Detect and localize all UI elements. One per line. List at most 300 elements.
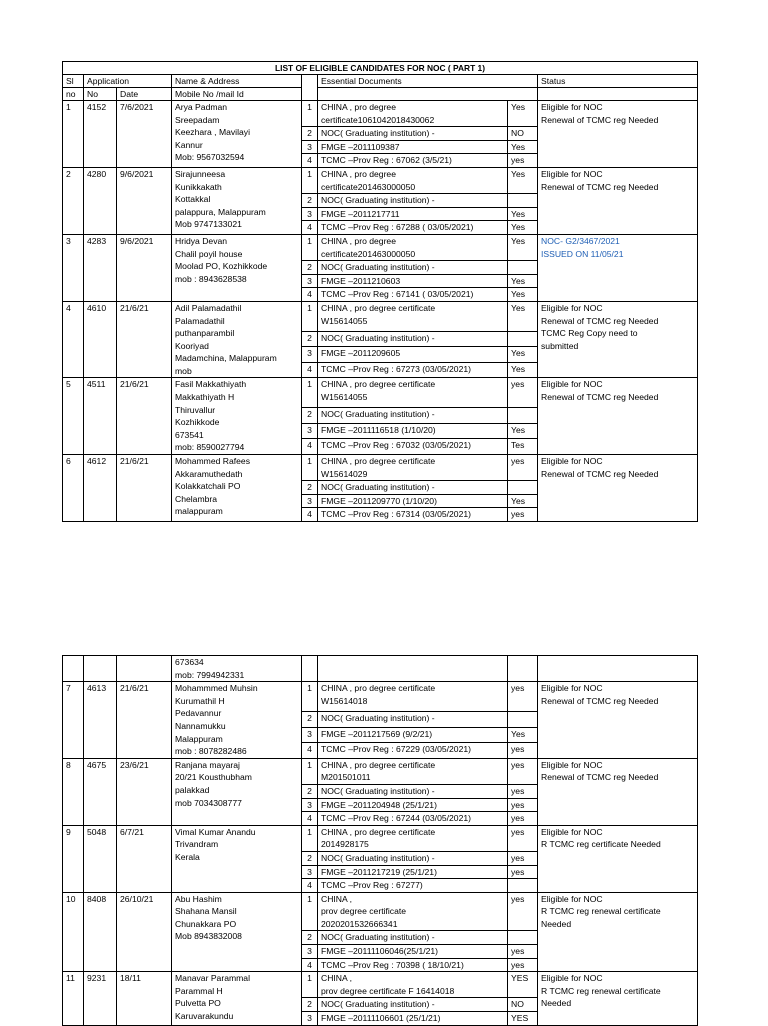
cell-doc-value: Yes [508,494,538,508]
text-line: Parammal H [175,985,223,996]
cell-doc-value: yes [508,682,538,712]
text-line: TCMC –Prov Reg : 67141 ( 03/05/2021) [321,289,474,300]
text-line: M201501011 [321,772,371,783]
cell-doc-value: Tes [508,439,538,455]
text-line: R TCMC reg renewal certificate [541,985,661,996]
cell-doc-no: 2 [302,331,318,347]
cell-doc-text [318,727,508,743]
text-line: malappuram [175,506,223,517]
text-line: NOC( Graduating institution) - [321,332,435,343]
text-line: FMGE –2011217219 (25/1/21) [321,866,437,877]
cell-name-address [172,455,302,522]
cell-doc-text [318,945,508,959]
cell-sl-no: 10 [63,892,84,972]
cell-app-no: 8408 [84,892,117,972]
cell-doc-text [318,127,508,141]
cell-doc-value: Yes [508,207,538,221]
cell-doc-value [508,879,538,893]
cell-doc-no: 2 [302,481,318,495]
cell-doc-no: 2 [302,261,318,275]
text-line: 673541 [175,429,204,440]
cell-doc-value [508,331,538,347]
text-line: mob 7034308777 [175,797,242,808]
cell-doc-value: yes [508,892,538,931]
cell-doc-text [318,1012,508,1026]
text-line: CHINA , [321,893,353,904]
cell-doc-value: yes [508,758,538,784]
text-line: Eligible for NOC [541,826,603,837]
cell-doc-value [508,481,538,495]
cell-blank [84,656,117,682]
text-line: NOC( Graduating institution) - [321,713,435,724]
text-line: Moolad PO, Kozhikkode [175,261,268,272]
cell-status [538,758,698,825]
text-line: NOC( Graduating institution) - [321,932,435,943]
cell-doc-text [318,784,508,798]
cell-name-address [172,758,302,825]
address-line: 673634 [175,657,204,667]
cell-sl-no: 5 [63,378,84,455]
text-line: FMGE –2011109387 [321,141,400,152]
cell-doc-value: Yes [508,347,538,363]
cell-name-address [172,301,302,378]
text-line: prov degree certificate F 16414018 [321,985,455,996]
cell-app-date: 21/6/21 [117,378,172,455]
cell-app-no: 4152 [84,101,117,168]
text-line: Mohammed Rafees [175,456,250,467]
text-line: FMGE –2011210603 [321,275,401,286]
text-line: mob : 8078282486 [175,746,247,757]
text-line: Eligible for NOC [541,683,603,694]
cell-doc-value [508,261,538,275]
header-name-address: Name & Address [172,75,302,88]
text-line: Chunakkara PO [175,918,237,929]
cell-doc-value: NO [508,998,538,1012]
cell-doc-text [318,331,508,347]
cell-doc-text [318,865,508,879]
cell-name-address [172,825,302,892]
title-row [63,62,698,75]
cell-name-address [172,972,302,1025]
cell-app-no: 4613 [84,682,117,759]
text-line: TCMC –Prov Reg : 67229 (03/05/2021) [321,744,471,755]
continuation-row [63,656,698,682]
cell-doc-no: 4 [302,958,318,972]
cell-status [538,234,698,301]
cell-doc-value: Yes [508,288,538,302]
cell-status [538,892,698,972]
address-line: mob: 7994942331 [175,669,245,680]
cell-doc-no: 4 [302,812,318,826]
cell-app-no: 5048 [84,825,117,892]
text-line: Kurumathil H [175,695,225,706]
text-line: FMGE –2011116518 (1/10/20) [321,424,436,435]
text-line: Renewal of TCMC reg Needed [541,392,659,403]
cell-sl-no: 1 [63,101,84,168]
cell-doc-no: 4 [302,879,318,893]
cell-sl-no: 6 [63,455,84,522]
cell-doc-text [318,958,508,972]
text-line: palakkad [175,784,210,795]
cell-app-date: 9/6/2021 [117,167,172,234]
text-line: Kozhikkode [175,417,220,428]
text-line: FMGE –2011209770 (1/10/20) [321,495,437,506]
cell-doc-text [318,261,508,275]
cell-doc-value: yes [508,784,538,798]
header-row-1 [63,75,698,88]
cell-doc-text [318,234,508,260]
text-line: Ranjana mayaraj [175,759,240,770]
text-line: NOC( Graduating institution) - [321,785,435,796]
cell-app-date: 23/6/21 [117,758,172,825]
text-line: CHINA , pro degree [321,102,396,112]
cell-doc-text [318,378,508,408]
text-line: Malappuram [175,733,223,744]
cell-sl-no: 11 [63,972,84,1025]
text-line: CHINA , pro degree certificate [321,759,436,770]
candidate-row [63,758,698,784]
candidate-row [63,972,698,998]
cell-doc-no: 4 [302,154,318,168]
cell-doc-no: 3 [302,274,318,288]
text-line: Eligible for NOC [541,759,603,770]
text-line: 2014928175 [321,839,369,850]
header-sl-no: no [63,88,84,101]
text-line: Sirajunneesa [175,168,226,179]
cell-app-no: 4612 [84,455,117,522]
cell-doc-text [318,439,508,455]
cell-doc-text [318,140,508,154]
cell-doc-no: 2 [302,127,318,141]
cell-doc-no: 1 [302,682,318,712]
cell-doc-text [318,931,508,945]
header-blank [538,88,698,101]
cell-doc-text [318,892,508,931]
cell-doc-value: Yes [508,727,538,743]
header-application: Application [84,75,172,88]
cell-doc-no: 2 [302,931,318,945]
cell-doc-value: NO [508,127,538,141]
text-line: FMGE –20111106046(25/1/21) [321,946,439,957]
cell-doc-value: Yes [508,234,538,260]
cell-doc-text [318,743,508,759]
text-line: Mob 8943832008 [175,931,242,942]
cell-doc-text [318,851,508,865]
text-line: CHINA , [321,973,353,984]
text-line: NOC( Graduating institution) - [321,999,435,1010]
eligible-candidates-table-part1 [62,61,697,522]
text-line: NOC( Graduating institution) - [321,482,435,493]
text-line: 20/21 Kousthubham [175,772,252,783]
cell-name-address [172,101,302,168]
text-line: Kannur [175,139,203,150]
header-sl: Sl [63,75,84,88]
text-line: Shahana Mansil [175,906,237,917]
cell-app-date: 9/6/2021 [117,234,172,301]
cell-doc-text [318,301,508,331]
cell-app-no: 4283 [84,234,117,301]
text-line: NOC- G2/3467/2021 [541,235,620,246]
cell-doc-no: 3 [302,798,318,812]
cell-doc-text [318,154,508,168]
cell-doc-no: 3 [302,494,318,508]
cell-doc-value: yes [508,455,538,481]
cell-name-address [172,892,302,972]
text-line: FMGE –2011217711 [321,208,400,219]
text-line: W15614029 [321,468,368,479]
cell-doc-value: YES [508,1012,538,1026]
text-line: prov degree certificate [321,906,407,917]
cell-doc-text [318,998,508,1012]
text-line: Kerala [175,851,200,862]
cell-status [538,455,698,522]
cell-status [538,167,698,234]
text-line: Karuvarakundu [175,1011,234,1022]
continuation-address [172,656,302,682]
cell-app-date: 7/6/2021 [117,101,172,168]
cell-doc-value: yes [508,743,538,759]
cell-sl-no: 9 [63,825,84,892]
text-line: submitted [541,340,579,351]
cell-doc-no: 1 [302,892,318,931]
text-line: TCMC –Prov Reg : 67032 (03/05/2021) [321,440,471,451]
cell-blank [318,656,508,682]
cell-doc-no: 4 [302,221,318,235]
cell-doc-no: 1 [302,825,318,851]
cell-sl-no: 3 [63,234,84,301]
cell-doc-no: 2 [302,194,318,208]
cell-doc-text [318,101,508,127]
cell-doc-value [508,931,538,945]
text-line: Manavar Parammal [175,973,250,984]
cell-doc-no: 3 [302,727,318,743]
cell-doc-text [318,167,508,193]
text-line: CHINA , pro degree [321,235,396,246]
cell-doc-value: Yes [508,101,538,127]
cell-doc-value: yes [508,508,538,522]
cell-blank [302,656,318,682]
cell-doc-value: Yes [508,167,538,193]
cell-doc-no: 4 [302,508,318,522]
cell-doc-value [508,408,538,424]
cell-doc-text [318,812,508,826]
cell-app-date: 21/6/21 [117,455,172,522]
text-line: NOC( Graduating institution) - [321,409,435,420]
text-line: Fasil Makkathiyath [175,379,247,390]
text-line: Chalil poyil house [175,248,243,259]
text-line: Mob: 9567032594 [175,152,245,163]
text-line: FMGE –2011204948 (25/1/21) [321,799,437,810]
cell-sl-no: 4 [63,301,84,378]
cell-doc-value: Yes [508,301,538,331]
header-essential-docs: Essential Documents [318,75,538,88]
cell-app-date: 18/11 [117,972,172,1025]
cell-status [538,682,698,759]
text-line: Renewal of TCMC reg Needed [541,315,659,326]
cell-blank [117,656,172,682]
cell-app-no: 4280 [84,167,117,234]
text-line: mob : 8943628538 [175,273,247,284]
text-line: Chelambra [175,493,218,504]
cell-doc-text [318,288,508,302]
cell-name-address [172,378,302,455]
text-line: mob: 8590027794 [175,442,245,453]
text-line: TCMC Reg Copy need to [541,328,638,339]
text-line: Eligible for NOC [541,168,603,179]
cell-blank [538,656,698,682]
candidate-row [63,301,698,331]
text-line: Kooriyad [175,340,209,351]
text-line: Trivandram [175,839,219,850]
text-line: CHINA , pro degree certificate [321,683,436,694]
cell-doc-text [318,274,508,288]
text-line: Arya Padman [175,102,228,112]
cell-name-address [172,234,302,301]
cell-doc-no: 1 [302,301,318,331]
cell-doc-text [318,408,508,424]
cell-name-address [172,167,302,234]
text-line: Renewal of TCMC reg Needed [541,772,659,783]
text-line: Eligible for NOC [541,379,603,390]
text-line: certificate1061042018430062 [321,114,435,125]
cell-doc-text [318,972,508,998]
candidate-row [63,378,698,408]
cell-doc-no: 1 [302,234,318,260]
cell-doc-text [318,347,508,363]
text-line: Mob 9747133021 [175,219,242,230]
cell-app-date: 21/6/21 [117,301,172,378]
cell-doc-text [318,494,508,508]
text-line: CHINA , pro degree certificate [321,379,436,390]
cell-doc-no: 1 [302,378,318,408]
text-line: Makkathiyath H [175,392,235,403]
text-line: Kolakkatchali PO [175,481,241,492]
cell-doc-no: 3 [302,1012,318,1026]
cell-doc-no: 1 [302,758,318,784]
text-line: TCMC –Prov Reg : 67277) [321,880,423,891]
header-app-date: Date [117,88,172,101]
cell-app-date: 21/6/21 [117,682,172,759]
table-title: LIST OF ELIGIBLE CANDIDATES FOR NOC ( PART 1) [63,62,698,75]
cell-status [538,101,698,168]
candidate-row [63,892,698,931]
text-line: Renewal of TCMC reg Needed [541,695,659,706]
text-line: ISSUED ON 11/05/21 [541,248,624,259]
cell-doc-value: Yes [508,423,538,439]
cell-sl-no: 2 [63,167,84,234]
cell-doc-value [508,194,538,208]
cell-sl-no: 7 [63,682,84,759]
cell-doc-no: 1 [302,101,318,127]
candidate-row [63,101,698,127]
cell-app-date: 26/10/21 [117,892,172,972]
text-line: Palamadathil [175,315,225,326]
text-line: CHINA , pro degree certificate [321,456,436,467]
cell-blank [508,656,538,682]
cell-doc-text [318,221,508,235]
header-app-no: No [84,88,117,101]
cell-doc-text [318,207,508,221]
text-line: 2020201532666341 [321,918,398,929]
text-line: Eligible for NOC [541,973,603,984]
text-line: Hridya Devan [175,235,228,246]
cell-doc-text [318,682,508,712]
cell-doc-no: 2 [302,998,318,1012]
cell-app-no: 4511 [84,378,117,455]
text-line: Akkaramuthedath [175,468,243,479]
text-line: W15614055 [321,392,368,403]
header-blank [302,88,318,101]
candidate-row [63,825,698,851]
cell-app-date: 6/7/21 [117,825,172,892]
cell-doc-value: YES [508,972,538,998]
cell-doc-value: yes [508,945,538,959]
cell-doc-no: 3 [302,140,318,154]
cell-doc-no: 2 [302,851,318,865]
cell-status [538,825,698,892]
cell-doc-no: 4 [302,362,318,378]
header-row-2 [63,88,698,101]
text-line: FMGE –2011209605 [321,348,401,359]
cell-doc-value: Yes [508,362,538,378]
text-line: palappura, Malappuram [175,206,266,217]
text-line: Renewal of TCMC reg Needed [541,468,659,479]
cell-doc-no: 3 [302,945,318,959]
cell-doc-no: 2 [302,408,318,424]
text-line: Vimal Kumar Anandu [175,826,256,837]
cell-doc-value: yes [508,958,538,972]
text-line: NOC( Graduating institution) - [321,852,435,863]
text-line: FMGE –2011217569 (9/2/21) [321,728,433,739]
text-line: Keezhara , Mavilayi [175,127,250,138]
table-body [63,656,698,1026]
text-line: certificate201463000050 [321,181,416,192]
text-line: NOC( Graduating institution) - [321,195,435,206]
text-line: puthanparambil [175,328,235,339]
text-line: CHINA , pro degree certificate [321,302,436,313]
text-line: TCMC –Prov Reg : 67244 (03/05/2021) [321,813,471,824]
cell-app-no: 4675 [84,758,117,825]
header-status: Status [538,75,698,88]
cell-doc-no: 2 [302,784,318,798]
text-line: certificate201463000050 [321,248,416,259]
cell-name-address [172,682,302,759]
cell-doc-text [318,758,508,784]
text-line: Needed [541,998,572,1009]
cell-status [538,378,698,455]
cell-doc-text [318,798,508,812]
cell-doc-no: 4 [302,288,318,302]
text-line: Sreepadam [175,114,220,125]
text-line: TCMC –Prov Reg : 67314 (03/05/2021) [321,509,471,520]
cell-doc-no: 3 [302,347,318,363]
cell-doc-value: Yes [508,140,538,154]
cell-doc-text [318,825,508,851]
text-line: Eligible for NOC [541,893,603,904]
text-line: Pedavannur [175,708,222,719]
text-line: TCMC –Prov Reg : 67273 (03/05/2021) [321,363,471,374]
cell-doc-value: yes [508,812,538,826]
text-line: R TCMC reg certificate Needed [541,839,661,850]
header-blank [318,88,538,101]
header-doc-no-blank [302,75,318,88]
eligible-candidates-table-part1-continued [62,655,697,1026]
text-line: NOC( Graduating institution) - [321,128,435,139]
cell-app-no: 9231 [84,972,117,1025]
cell-doc-value: yes [508,378,538,408]
text-line: Thiruvallur [175,404,216,415]
text-line: Mohammmed Muhsin [175,683,258,694]
